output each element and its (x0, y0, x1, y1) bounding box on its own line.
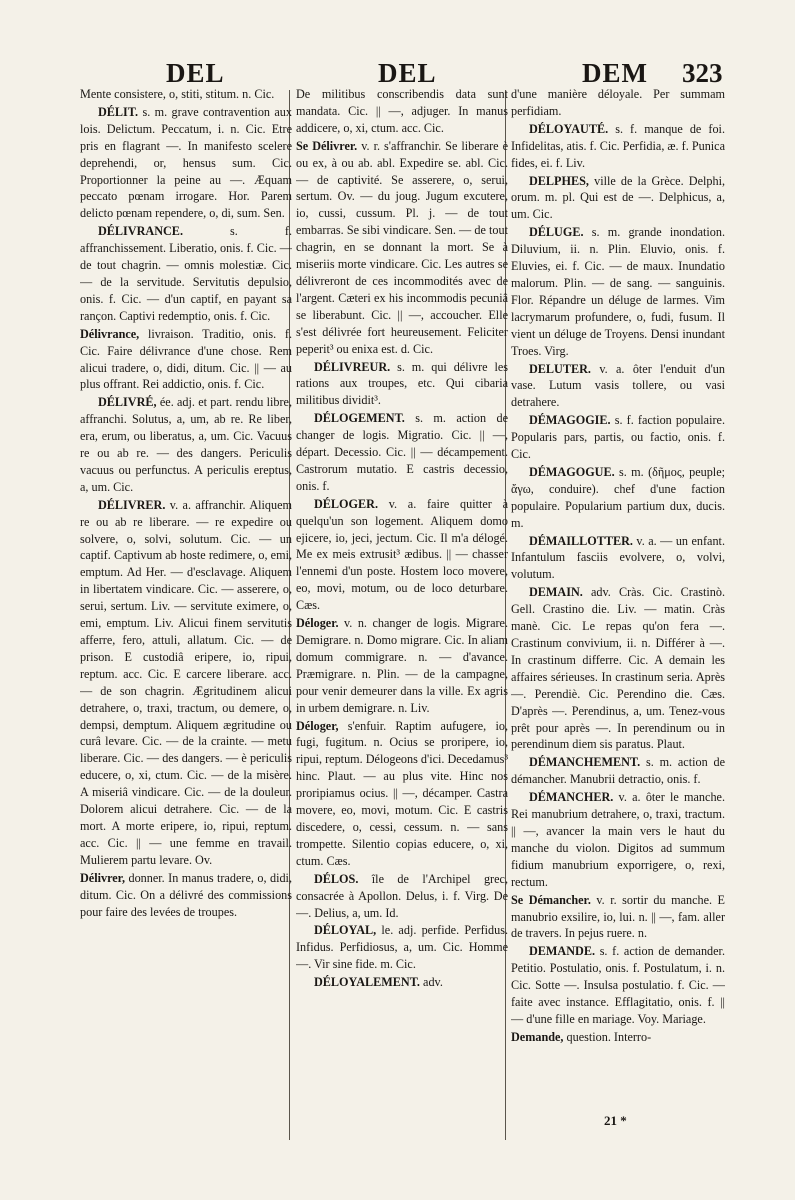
dictionary-entry (511, 224, 725, 359)
dictionary-entry (80, 86, 292, 103)
entry-headword: DÉMAILLOTTER. (529, 533, 633, 548)
entry-text: De militibus conscribendis data sunt mandata. Cic. || —, adjuger. In manus addicere, o, xi, ctum. acc. Cic. (296, 87, 508, 135)
entry-headword: DÉLOGEMENT. (314, 411, 405, 426)
entry-headword: DÉLIVRANCE. (98, 224, 183, 239)
dictionary-entry (511, 173, 725, 224)
entry-headword: DÉMANCHER. (529, 790, 614, 805)
dictionary-entry (511, 892, 725, 943)
dictionary-entry (511, 943, 725, 1028)
entry-text: le. adj. perfide. Perfidus. Infidus. Perfidiosus, a, um. Cic. Homme —. Vir sine fide. m. Cic. (296, 923, 508, 972)
entry-text: v. r. sortir du manche. E manubrio exsilire, io, lui. n. || —, fam. aller de travers. In pejus ruere. n. (511, 892, 725, 941)
entry-text: v. n. changer de logis. Migrare. Demigrare. n. Domo migrare. Cic. In aliam domum commigrare. n. — d'avance. Præmigrare. n. Plin. — de la campagne, pour venir demeurer dans la ville. Ex agris in urbem demigrare. n. Liv. (296, 616, 508, 715)
dictionary-entry (296, 718, 508, 870)
entry-text: livraison. Traditio, onis. f. Cic. Faire délivrance d'une chose. Rem alicui tradere, o, didi, ditum. Cic. || — au plus offrant. Rei addictio, onis. f. Cic. (80, 326, 292, 392)
entry-headword: DÉLOGER. (314, 496, 378, 511)
entry-headword: DÉLUGE. (529, 225, 584, 240)
dictionary-entry (80, 497, 292, 869)
dictionary-entry (511, 1029, 725, 1046)
entry-headword: DÉMAGOGUE. (529, 464, 615, 479)
signature-mark: 21 * (604, 1113, 627, 1128)
entry-text: v. a. affranchir. Aliquem re ou ab re liberare. — re expedire ou solvere, o, solvi, solutum. Cic. — un captif. Captivum ab hoste redimere, o, emi, emptum. Ad Her. — d'esclavage. Aliquem in libertatem vindicare. Cic. — asserere, o, serui, sertum. Liv. — servitute eximere, o, emi, emptum. Liv. Alicui finem servitutis afferre, fero, attuli, allatum. Cic. — de prison. E custodiâ eripere, io, ripui, reptum. acc. Cic. E carcere liberare. acc. — de son chagrin. Ægritudinem alicui detrahere, o, traxi, tractum, ou demere, o, dempsi, demptum. Aliquem ægritudine ou curâ levare. Cic. — de la crainte. — metu liberare. Cic. — des dangers. — è periculis educere, o, xi, ctum. Cic. — de la misère. A miseriâ vindicare. Cic. — de la douleur. Dolorem alicui detrahere. Cic. — de la mort. A morte eripere, io, ripui, reptum. acc. Cic. || — une femme en travail. Mulierem partu levare. Ov. (80, 497, 292, 867)
entry-text: s. m. action de changer de logis. Migratio. Cic. || —, départ. Decessio. Cic. || — décampement. Castrorum mutatio. E castris decessio, onis. f. (296, 411, 508, 493)
header-center-word: DEL (378, 58, 437, 88)
entry-text: d'une manière déloyale. Per summam perfidiam. (511, 87, 725, 118)
text-column-2 (296, 86, 508, 1126)
entry-headword: DÉLOYAL, (314, 923, 377, 938)
entry-headword: DELUTER. (529, 361, 591, 376)
dictionary-entry (296, 496, 508, 614)
dictionary-entry (511, 361, 725, 412)
entry-headword: DÉLIVRÉ, (98, 395, 157, 410)
entry-headword: Se Délivrer. (296, 138, 358, 153)
dictionary-entry (80, 223, 292, 324)
dictionary-entry (511, 754, 725, 788)
dictionary-entry (511, 464, 725, 532)
entry-headword: DÉMANCHEMENT. (529, 755, 641, 770)
dictionary-entry (296, 410, 508, 495)
entry-headword: DÉLIT. (98, 104, 139, 119)
header-left-word: DEL (166, 58, 225, 88)
entry-text: ée. adj. et part. rendu libre, affranchi. Solutus, a, um, ab re. Re liber, era, erum, ou liberatus, a, um. Cic. Vacuus re ou ab re. — des dangers. Periculis vacuus ou perfunctus. A periculis ereptus, a, um. Cic. (80, 395, 292, 494)
entry-text: s'enfuir. Raptim aufugere, io, fugi, fugitum. n. Ocius se proripere, io, ripui, reptum. Délogeons d'ici. Decedamus³ hinc. Plaut. — au plus vite. Hinc nos proripiamus ocius. || —, décamper. Castra movere, eo, movi, motum. Cic. E castris discedere, o, cessi, cessum. n. — sans trompette. Silentio copias educere, o, xi, ctum. Cæs. (296, 718, 508, 868)
dictionary-entry (511, 584, 725, 753)
entry-headword: Déloger. (296, 616, 339, 631)
entry-text: s. f. manque de foi. Infidelitas, atis. f. Cic. Perfidia, æ. f. Punica fides, ei. f. Liv. (511, 121, 725, 170)
dictionary-entry (80, 104, 292, 222)
entry-headword: DEMAIN. (529, 585, 583, 600)
entry-headword: DÉMAGOGIE. (529, 413, 611, 428)
entry-text: île de l'Archipel grec, consacrée à Apollon. Delus, i. f. Virg. De —. Delius, a, um. Id. (296, 871, 508, 920)
entry-headword: Se Démancher. (511, 892, 591, 907)
entry-text: s. m. grave contravention aux lois. Delictum. Peccatum, i. n. Cic. Etre pris en flagrant —. In manifesto scelere deprehendi, or, hensus sum. Cic. Proportionner la peine au —. Æquam peccato pœnam irrogare. Hor. Parem delicto pœnam rependere, o, di, sum. Sen. (80, 104, 292, 221)
dictionary-entry (511, 789, 725, 890)
dictionary-entry (296, 86, 508, 137)
entry-headword: Délivrance, (80, 326, 140, 341)
entry-headword: Délivrer, (80, 870, 126, 885)
entry-headword: Demande, (511, 1029, 564, 1044)
text-column-3 (511, 86, 725, 1126)
entry-headword: Déloger, (296, 718, 339, 733)
page-number: 323 (682, 58, 723, 88)
dictionary-entry (511, 86, 725, 120)
entry-headword: DÉLOYAUTÉ. (529, 121, 609, 136)
entry-headword: DÉLOYALEMENT. (314, 975, 420, 990)
dictionary-entry (80, 326, 292, 394)
entry-text: s. m. action de démancher. Manubrii detractio, onis. f. (511, 755, 725, 787)
dictionary-entry (511, 412, 725, 463)
entry-text: v. a. faire quitter à quelqu'un son logement. Aliquem domo ejicere, io, jeci, jectum. Cic. Il m'a délogé. Me ex meis extrusit³ ædibus. || — chasser l'ennemi d'un poste. Hostem loco movere, eo, movi, motum, ou de loco deturbare. Cæs. (296, 496, 508, 613)
entry-headword: DÉLOS. (314, 871, 359, 886)
entry-text: question. Interro- (563, 1029, 652, 1044)
entry-text: Mente consistere, o, stiti, stitum. n. Cic. (80, 87, 275, 101)
text-column-1 (80, 86, 292, 1126)
entry-text: s. f. faction populaire. Popularis pars, partis, ou factio, onis. f. Cic. (511, 413, 725, 462)
dictionary-entry (296, 974, 508, 991)
dictionary-entry (511, 121, 725, 172)
entry-text: s. f. affranchissement. Liberatio, onis. f. Cic. — de tout chagrin. — omnis molestiæ. Cic. — de la servitude. Servitutis depulsio, onis. f. Cic. — d'un captif, en payant sa rançon. Captivi redemptio, onis. f. Cic. (80, 224, 292, 323)
entry-headword: DEMANDE. (529, 944, 596, 959)
entry-headword: DÉLIVRER. (98, 497, 166, 512)
entry-text: v. a. ôter l'enduit d'un vase. Lutum vasis tollere, ou vasi detrahere. (511, 361, 725, 410)
entry-text: ville de la Grèce. Delphi, orum. m. pl. Qui est de —. Delphicus, a, um. Cic. (511, 173, 725, 222)
entry-text: v. a. — un enfant. Infantulum fasciis evolvere, o, volvi, volutum. (511, 533, 725, 582)
header-right-word: DEM (582, 58, 648, 88)
dictionary-entry (296, 922, 508, 973)
dictionary-entry (296, 871, 508, 922)
dictionary-entry (80, 394, 292, 495)
dictionary-entry (296, 359, 508, 410)
entry-text: v. a. ôter le manche. Rei manubrium detrahere, o, traxi, tractum. || —, avancer la main vers le haut du manche du violon. Digitos ad summum fidium manubrium exporrigere, o, rexi, rectum. (511, 790, 725, 889)
entry-headword: DELPHES, (529, 173, 589, 188)
entry-text: s. m. (δῆμος, peuple; ἄγω, conduire). chef d'une faction populaire. Popularium partium dux, ducis. m. (511, 464, 725, 530)
entry-text: adv. Cràs. Cic. Crastinò. Gell. Crastino die. Liv. — matin. Cràs manè. Cic. Le repas qu'on fera —. Crastinum convivium, ii. n. Différer à —. In crastinum differre. Cic. A demain les affaires sérieuses. In crastinum seria. Après —. Perendiè. Cic. Perendino die. Cæs. D'après —. Perendinus, a, um. Tenez-vous prêt pour après —. In perendinum ou in perendinum diem sis paratus. Plaut. (511, 585, 725, 752)
entry-text: donner. In manus tradere, o, didi, ditum. Cic. On a délivré des commissions pour faire des levées de troupes. (80, 870, 292, 919)
dictionary-entry (80, 870, 292, 921)
entry-text: v. r. s'affranchir. Se liberare è ou ex, à ou ab. abl. Expedire se. abl. Cic. — de captivité. Se asserere, o, serui, sertum. Ov. — du joug. Jugum excutere, io, cussi, cussum. Pl. j. — de tout embarras. Se sibi vindicare. Sen. — de tout chagrin, en se donnant la mort. Se à miseriis morte vindicare. Cic. Les autres se délivreront de ces incommodités avec de l'argent. Cæteri ex his incommodis pecuniâ se liberabunt. Cic. || —, accoucher. Elle s'est délivrée fort heureusement. Feliciter peperit³ ou enixa est. d. Cic. (296, 138, 508, 356)
dictionary-entry (511, 533, 725, 584)
entry-text: adv. (419, 975, 443, 990)
dictionary-entry (296, 138, 508, 358)
dictionary-entry (296, 615, 508, 716)
entry-text: s. m. qui délivre les rations aux troupes, etc. Qui cibaria militibus dividit³. (296, 359, 508, 408)
entry-text: s. f. action de demander. Petitio. Postulatio, onis. f. Postulatum, i. n. Cic. Sotte —. Insulsa postulatio. f. Cic. — faite avec instance. Efflagitatio, onis. f. || — d'une fille en mariage. Voy. Mariage. (511, 944, 725, 1026)
entry-text: s. m. grande inondation. Diluvium, ii. n. Plin. Eluvio, onis. f. Eluvies, ei. f. Cic. — de maux. Inundatio malorum. Plin. — de sang. — sanguinis. Flor. Répandre un déluge de larmes. Vim lacrymarum profundere, o, fudi, fusum. Il vient un déluge de Troyens. Densi inundant Troes. Virg. (511, 225, 725, 358)
entry-headword: DÉLIVREUR. (314, 359, 391, 374)
